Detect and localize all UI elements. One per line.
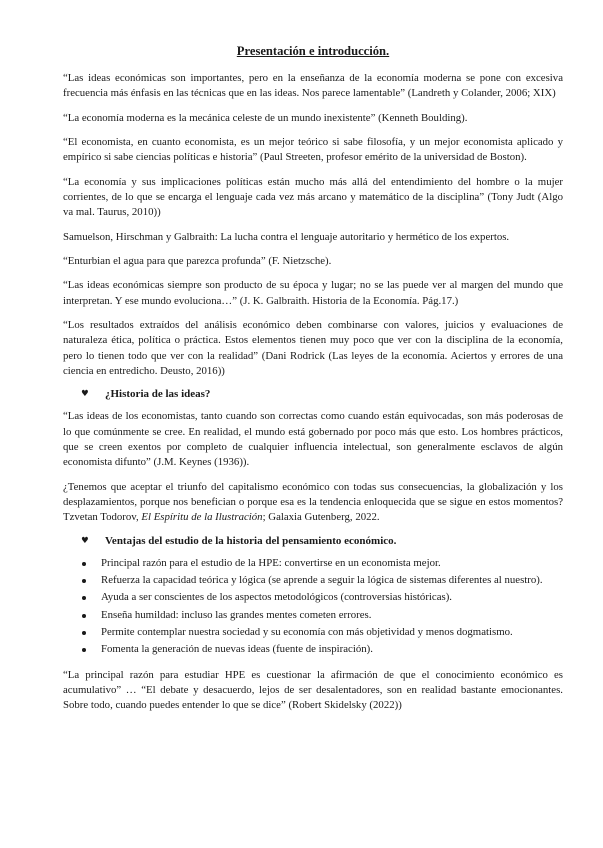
list-item: Principal razón para el estudio de la HPE: convertirse en un economista mejor. bbox=[63, 556, 563, 571]
quote-boulding: “La economía moderna es la mecánica celeste de un mundo inexistente” (Kenneth Boulding). bbox=[63, 111, 468, 124]
list-item: Permite contemplar nuestra sociedad y su economía con más objetividad y menos dogmatismo. bbox=[63, 625, 563, 640]
list-item: Fomenta la generación de nuevas ideas (fuente de inspiración). bbox=[63, 642, 563, 657]
advantages-list bbox=[63, 556, 563, 658]
heart-bullet-icon: ♥ bbox=[81, 535, 89, 546]
section-heading-advantages bbox=[63, 535, 563, 547]
samuelson-note: Samuelson, Hirschman y Galbraith: La lucha contra el lenguaje autoritario y hermético de los expertos. bbox=[63, 230, 510, 243]
todorov-book-title: El Espíritu de la Ilustración bbox=[141, 511, 263, 524]
section-heading-history bbox=[63, 388, 563, 400]
quote-judt: “La economía y sus implicaciones políticas están mucho más allá del entendimiento del hombre o la mujer corrientes, de lo que se encarga el lenguaje cada vez más arcano y matemático de la disciplina” (Tony Judt (Algo va mal. Taurus, 2010)) bbox=[63, 175, 563, 219]
section-heading-advantages-label: Ventajas del estudio de la historia del pensamiento económico. bbox=[105, 534, 397, 547]
quote-rodrick: “Los resultados extraídos del análisis económico deben combinarse con valores, juicios y evaluaciones de naturaleza ética, política o práctica. Estos elementos tienen muy poco que ver con la disciplina de la economía, pero lo tienen todo que ver con la realidad” (Dani Rodrick (Las leyes de la economía. Aciertos y errores de una ciencia en entredicho. Deusto, 2016)) bbox=[63, 318, 563, 377]
quote-nietzsche: “Enturbian el agua para que parezca profunda” (F. Nietzsche). bbox=[63, 254, 332, 267]
todorov-paragraph bbox=[63, 480, 563, 526]
page-title: Presentación e introducción. bbox=[236, 44, 390, 58]
quote-streeten: “El economista, en cuanto economista, es un mejor teórico si sabe filosofía, y un mejor economista aplicado y empírico si sabe ciencias políticas e historia” (Paul Streeten, profesor emérito de la universidad de Boston). bbox=[63, 135, 563, 164]
list-item: Enseña humildad: incluso las grandes mentes cometen errores. bbox=[63, 608, 563, 623]
list-item: Ayuda a ser conscientes de los aspectos metodológicos (controversias históricas). bbox=[63, 590, 563, 605]
quote-keynes: “Las ideas de los economistas, tanto cuando son correctas como cuando están equivocadas, son más poderosas de lo que comúnmente se cree. En realidad, el mundo está gobernado por poco más que esto. Los hombres prácticos, que se creen exentos por completo de cualquier influencia intelectual, son generalmente esclavos de algún economista difunto” (J.M. Keynes (1936)). bbox=[63, 410, 563, 469]
quote-skidelsky: “La principal razón para estudiar HPE es cuestionar la afirmación de que el conocimiento económico es acumulativo” … “El debate y desacuerdo, lejos de ser desalentadores, son en realidad bastante emocionantes. Sobre todo, cuando puedes entender lo que se dice” (Robert Skidelsky (2022)) bbox=[63, 668, 563, 712]
section-heading-history-label: ¿Historia de las ideas? bbox=[105, 388, 211, 401]
heart-bullet-icon: ♥ bbox=[81, 389, 89, 400]
quote-galbraith: “Las ideas económicas siempre son producto de su época y lugar; no se las puede ver al margen del mundo que interpretan. Y ese mundo evoluciona…” (J. K. Galbraith. Historia de la Economía. Pág.17.) bbox=[63, 279, 563, 307]
quote-landreth: “Las ideas económicas son importantes, pero en la enseñanza de la economía moderna se pone con excesiva frecuencia más énfasis en las técnicas que en las ideas. Nos parece lamentable” (Landreth y Colander, 2006; XIX) bbox=[63, 72, 563, 100]
todorov-tail: ; Galaxia Gutenberg, 2022. bbox=[262, 511, 380, 524]
todorov-text: ¿Tenemos que aceptar el triunfo del capitalismo económico con todas sus consecuencias, la globalización y los desplazamientos, porque nos benefician o porque esa es la tendencia enloquecida que se sigue en estos momentos? Tzvetan Todorov, bbox=[63, 480, 563, 524]
list-item: Refuerza la capacidad teórica y lógica (se aprende a seguir la lógica de sistemas diferentes al nuestro). bbox=[63, 573, 563, 588]
